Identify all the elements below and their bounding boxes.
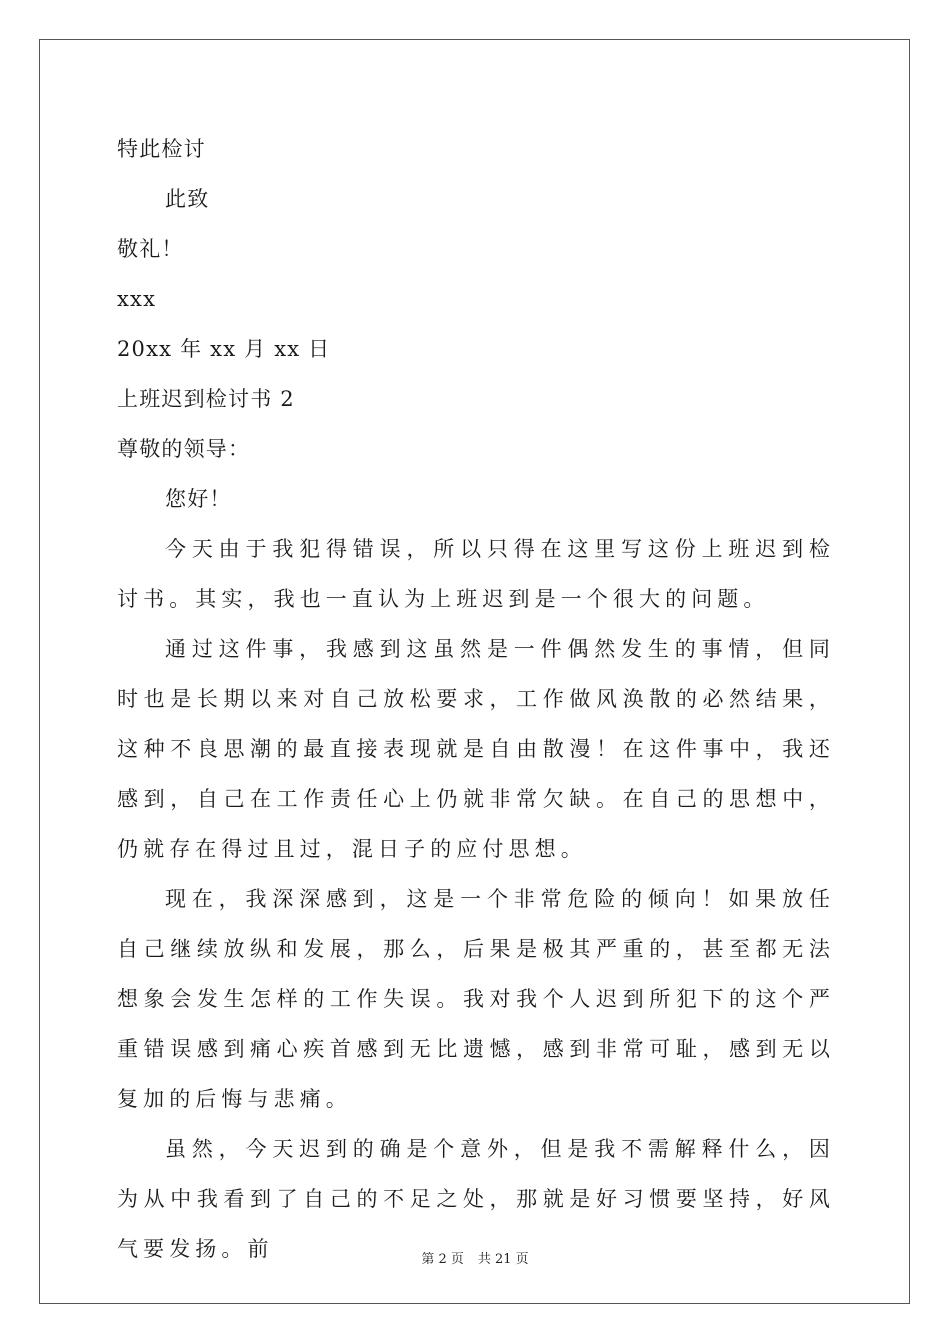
- paragraph: 通过这件事，我感到这虽然是一件偶然发生的事情，但同时也是长期以来对自己放松要求，工作做风涣散的必然结果，这种不良思潮的最直接表现就是自由散漫！在这件事中，我还感到，自己在工作责任心上仍就非常欠缺。在自己的思想中，仍就存在得过且过，混日子的应付思想。: [117, 637, 835, 861]
- closing-cizhi: 此致: [165, 187, 210, 211]
- page-number: 第 2 页: [421, 1252, 464, 1267]
- greeting: 您好！: [165, 487, 232, 511]
- section-title: 上班迟到检讨书 2: [117, 387, 295, 411]
- closing-remark: 特此检讨: [117, 137, 206, 161]
- page-total: 共 21 页: [477, 1252, 529, 1267]
- page-footer: [0, 1248, 950, 1267]
- paragraph: 虽然，今天迟到的确是个意外，但是我不需解释什么，因为从中我看到了自己的不足之处，那就是好习惯要坚持，好风气要发扬。前: [117, 1137, 835, 1261]
- paragraph: 现在，我深深感到，这是一个非常危险的倾向！如果放任自己继续放纵和发展，那么，后果是极其严重的，甚至都无法想象会发生怎样的工作失误。我对我个人迟到所犯下的这个严重错误感到痛心疾首感到无比遗憾，感到非常可耻，感到无以复加的后悔与悲痛。: [117, 887, 835, 1111]
- closing-jingli: 敬礼！: [117, 237, 184, 261]
- document-body: [117, 124, 835, 1274]
- paragraph: 今天由于我犯得错误，所以只得在这里写这份上班迟到检讨书。其实，我也一直认为上班迟到是一个很大的问题。: [117, 537, 835, 611]
- date-line: 20xx 年 xx 月 xx 日: [117, 337, 331, 361]
- salutation: 尊敬的领导：: [117, 437, 251, 461]
- signature: xxx: [117, 287, 157, 311]
